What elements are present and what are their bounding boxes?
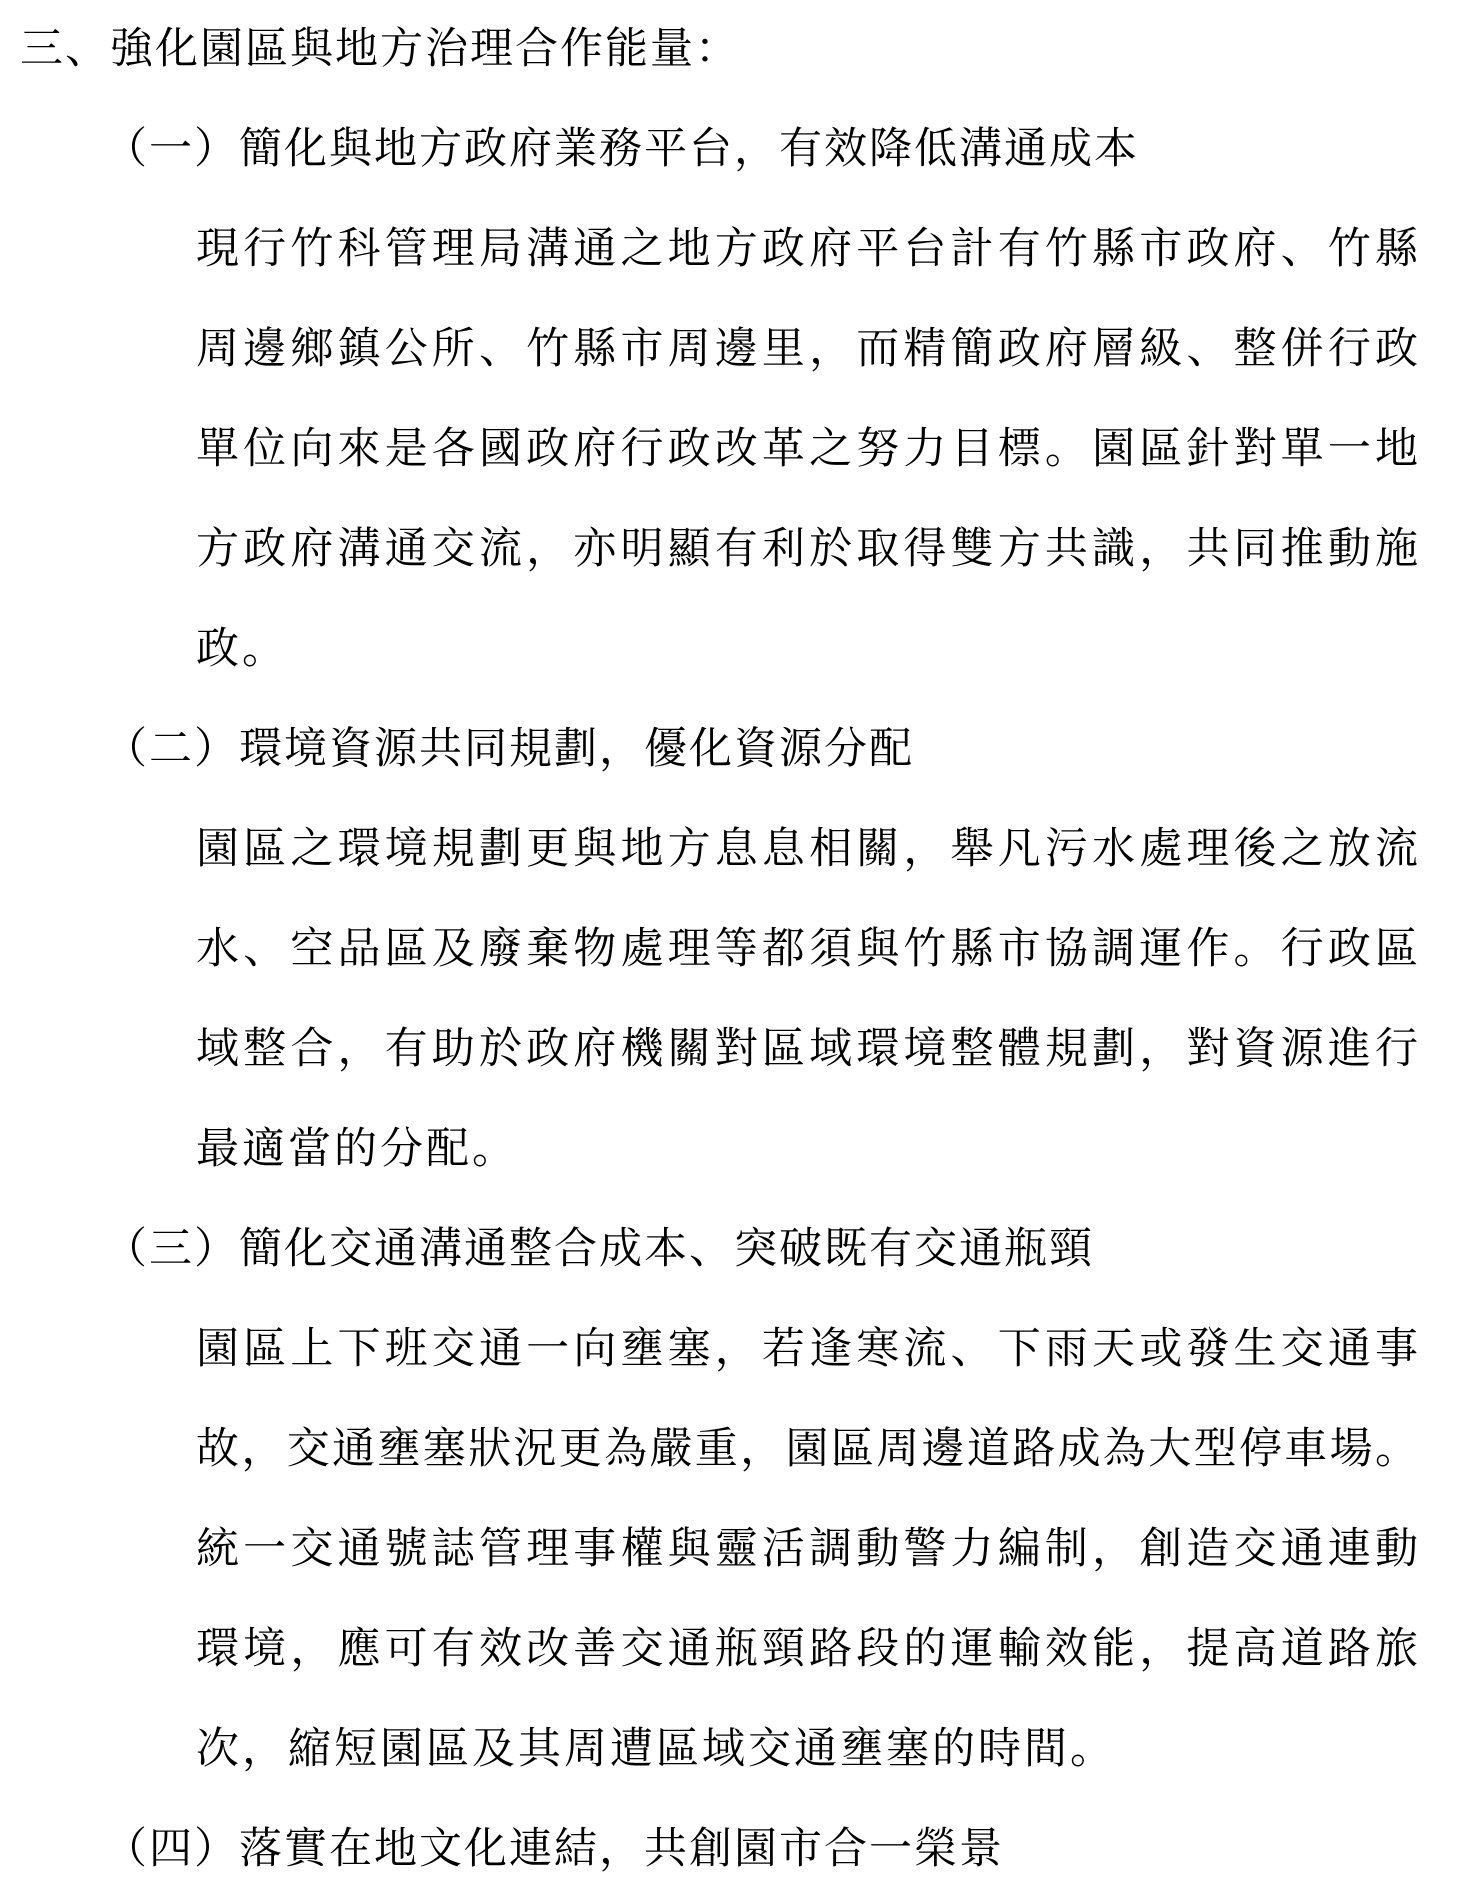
section-2-body-line: 園區之環境規劃更與地方息息相關，舉凡污水處理後之放流	[196, 826, 1418, 873]
section-3-body-line: 園區上下班交通一向壅塞，若逢寒流、下雨天或發生交通事	[196, 1326, 1418, 1373]
section-4-title: （四）落實在地文化連結，共創園市合一榮景	[104, 1826, 1004, 1873]
document-heading: 三、強化園區與地方治理合作能量：	[20, 26, 740, 73]
section-3-body-line: 統一交通號誌管理事權與靈活調動警力編制，創造交通連動	[196, 1526, 1418, 1573]
section-1-body-line: 單位向來是各國政府行政改革之努力目標。園區針對單一地	[196, 426, 1418, 473]
section-1-body-line: 周邊鄉鎮公所、竹縣市周邊里，而精簡政府層級、整併行政	[196, 326, 1418, 373]
section-3-body-line: 次，縮短園區及其周遭區域交通壅塞的時間。	[196, 1726, 1116, 1773]
section-3-body-line: 環境，應可有效改善交通瓶頸路段的運輸效能，提高道路旅	[196, 1626, 1418, 1673]
section-2-body-line: 域整合，有助於政府機關對區域環境整體規劃，對資源進行	[196, 1026, 1418, 1073]
section-3-title: （三）簡化交通溝通整合成本、突破既有交通瓶頸	[104, 1226, 1094, 1273]
section-2-title: （二）環境資源共同規劃，優化資源分配	[104, 726, 914, 773]
section-1-body-line: 現行竹科管理局溝通之地方政府平台計有竹縣市政府、竹縣	[196, 226, 1418, 273]
section-1-title: （一）簡化與地方政府業務平台，有效降低溝通成本	[104, 126, 1139, 173]
section-1-body-line: 政。	[196, 626, 288, 673]
section-2-body-line: 最適當的分配。	[196, 1126, 518, 1173]
section-2-body-line: 水、空品區及廢棄物處理等都須與竹縣市協調運作。行政區	[196, 926, 1418, 973]
section-1-body-line: 方政府溝通交流，亦明顯有利於取得雙方共識，共同推動施	[196, 526, 1418, 573]
section-3-body-line: 故，交通壅塞狀況更為嚴重，園區周邊道路成為大型停車場。	[196, 1426, 1418, 1473]
